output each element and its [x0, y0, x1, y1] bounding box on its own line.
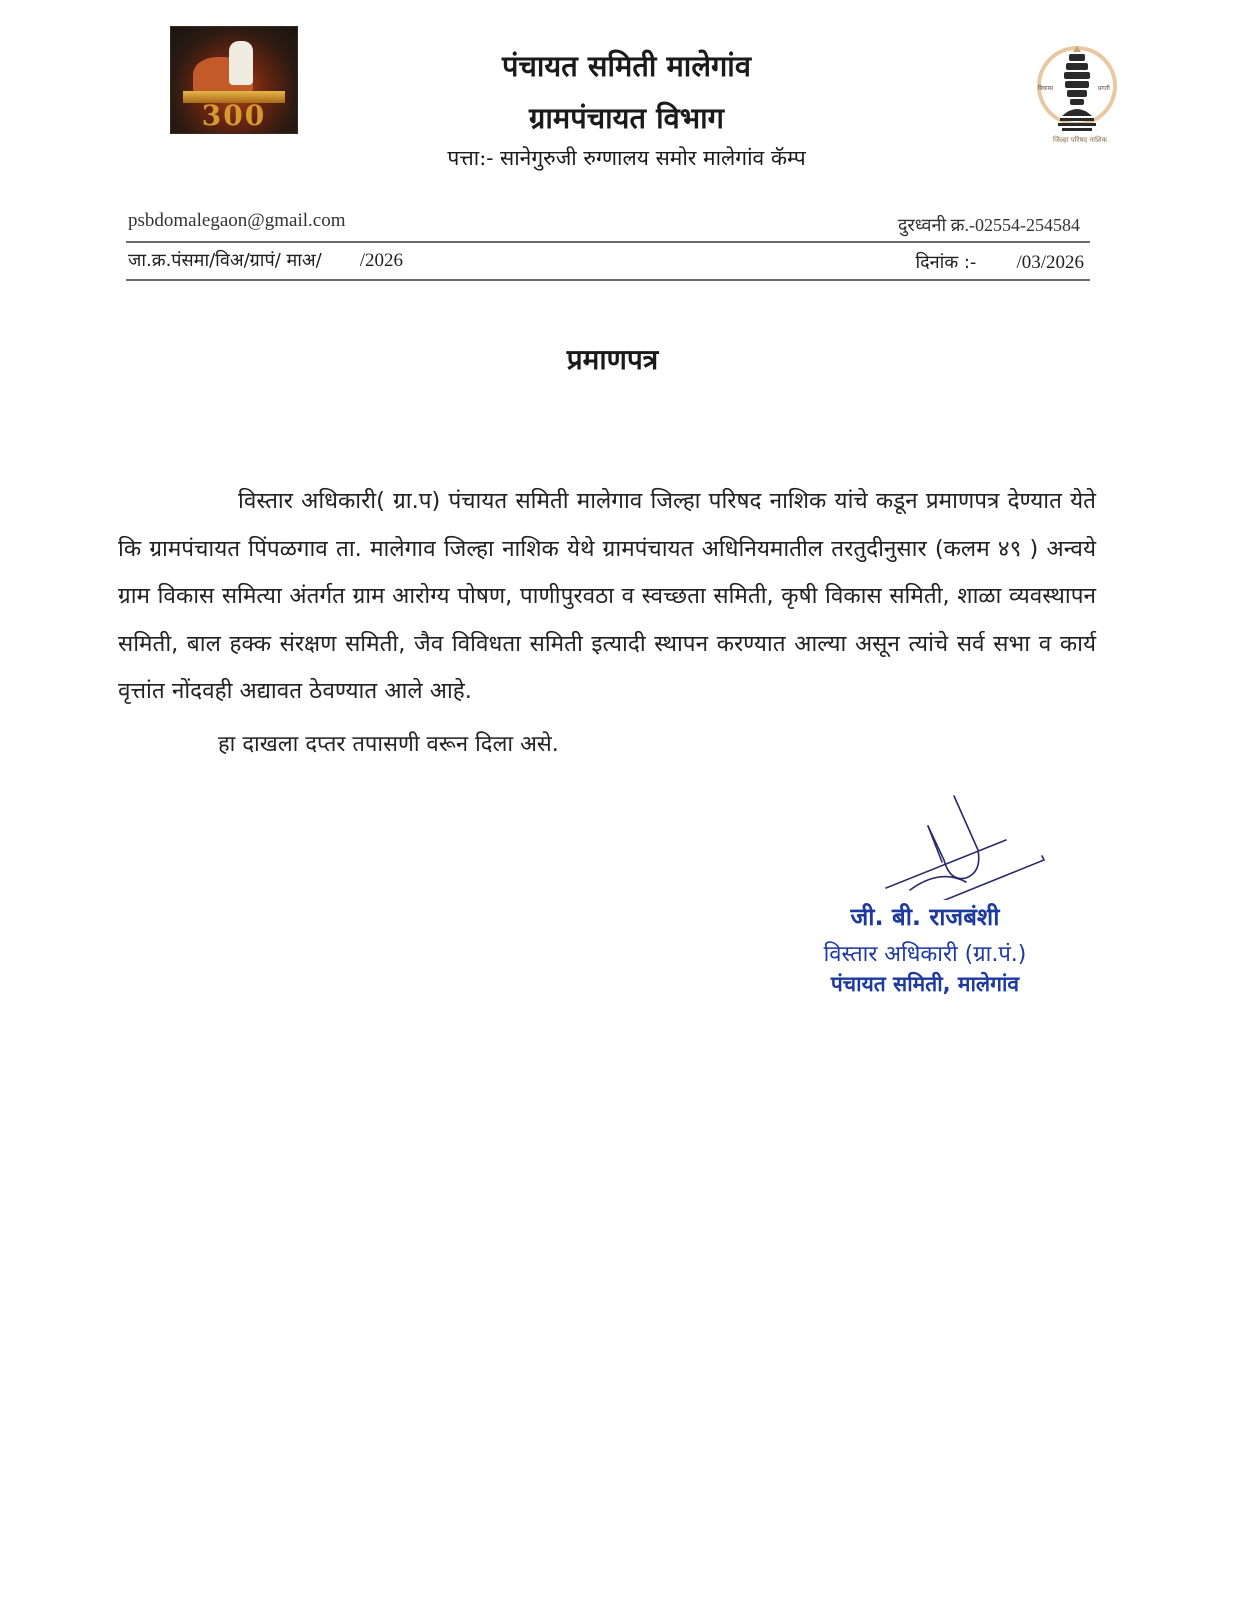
logo-number: 300 [201, 99, 267, 132]
document-title: प्रमाणपत्र [566, 343, 659, 376]
date-label: दिनांक :- [915, 252, 977, 273]
signatory-office: पंचायत समिती, मालेगांव [830, 972, 1020, 996]
emblem-caption: जिल्हा परिषद नाशिक [1052, 136, 1108, 144]
paragraph-2: हा दाखला दप्तर तपासणी वरून दिला असे. [218, 732, 559, 757]
address: पत्ता:- सानेगुरुजी रुग्णालय समोर मालेगांव कॅम्प [447, 146, 806, 170]
signatory-designation: विस्तार अधिकारी (ग्रा.पं.) [823, 942, 1027, 967]
email-address: psbdomalegaon@gmail.com [128, 210, 346, 231]
zilla-parishad-emblem-icon [1032, 38, 1122, 148]
divider [126, 241, 1090, 243]
date-value: /03/2026 [1016, 252, 1084, 273]
certificate-body [118, 478, 1096, 716]
signature-icon [870, 790, 1060, 900]
signatory-name: जी. बी. राजबंशी [850, 903, 1000, 931]
svg-text:प्रगती: प्रगती [1098, 85, 1110, 92]
svg-text:विकास: विकास [1038, 85, 1054, 92]
org-name: पंचायत समिती मालेगांव [502, 49, 751, 83]
date-line [890, 250, 1084, 274]
paragraph-1: विस्तार अधिकारी( ग्रा.प) पंचायत समिती मालेगाव जिल्हा परिषद नाशिक यांचे कडून प्रमाणपत्र देण्यात येते कि ग्रामपंचायत पिंपळगाव ता. मालेगाव जिल्हा नाशिक येथे ग्रामपंचायत अधिनियमातील तरतुदीनुसार (कलम ४९ ) अन्वये ग्राम विकास समित्या अंतर्गत ग्राम आरोग्य पोषण, पाणीपुरवठा व स्वच्छता समिती, कृषी विकास समिती, शाळा व्यवस्थापन समिती, बाल हक्क संरक्षण समिती, जैव विविधता समिती इत्यादी स्थापन करण्यात आल्या असून त्यांचे सर्व सभा व कार्य वृत्तांत नोंदवही अद्यावत ठेवण्यात आले आहे. [118, 488, 1096, 704]
reference-prefix: जा.क्र.पंसमा/विअ/ग्रापं/ माअ/ [128, 250, 322, 271]
phone-number: दुरध्वनी क्र.-02554-254584 [897, 215, 1080, 235]
reference-number [128, 248, 403, 272]
reference-year: /2026 [359, 250, 404, 271]
department-name: ग्रामपंचायत विभाग [529, 101, 724, 135]
divider [126, 279, 1090, 281]
